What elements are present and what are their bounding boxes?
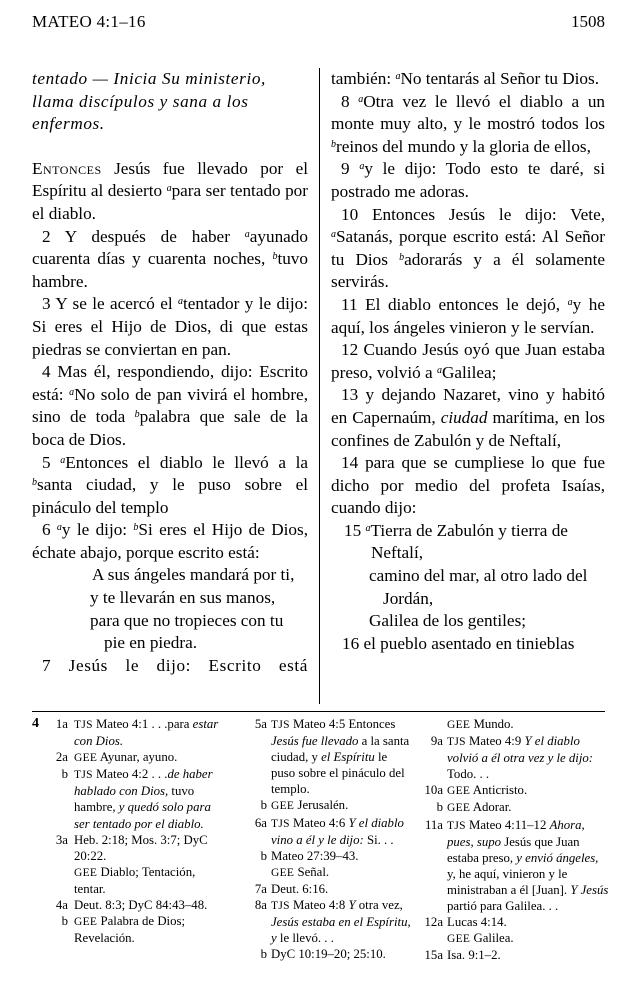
footnote-text: Señal.: [294, 864, 330, 879]
footnote-text: Si. . .: [363, 832, 394, 847]
chapter-summary: tentado — Inicia Su ministerio, llama discípulos y sana a los enfermos.: [32, 69, 266, 134]
verse-7-continued: también: $^a$No tentarás al Señor tu Dios.: [331, 69, 600, 88]
right-text-column: [331, 68, 605, 655]
footnote-text: Y: [348, 898, 356, 913]
footnote-marker[interactable]: b: [134, 409, 140, 421]
footnote-text: GEE: [74, 866, 98, 879]
footnote-text: Mateo 4:2 . . .: [92, 767, 168, 782]
footnote-marker[interactable]: b: [399, 251, 405, 263]
footnote-text: GEE: [447, 785, 471, 798]
footnote-label: 1a: [55, 717, 68, 731]
footnote-text: TJS: [271, 719, 290, 731]
verse-10: 10 Entonces Jesús le dijo: Vete, $^a$Satanás, porque escrito está: Al Señor tu Dios $^b$adorarás y a él solamente servirás.: [331, 204, 605, 292]
footnote-label: 12a: [424, 915, 443, 930]
footnote-entry[interactable]: [34, 864, 222, 897]
footnote-text: tuvo hambre,: [74, 784, 195, 815]
footnote-text: Jerusalén.: [294, 798, 349, 813]
footnote-text: DyC 10:19–20; 25:10.: [271, 947, 386, 962]
verse-3: 3 Y se le acercó el $^a$tentador y le dijo: Si eres el Hijo de Dios, di que estas piedras se conviertan en pan.: [32, 294, 309, 359]
footnote-text: Adorar.: [470, 800, 512, 815]
verse-4: 4 Mas él, respondiendo, dijo: Escrito está: $^a$No solo de pan vivirá el hombre, sino de toda $^b$palabra que sale de la boca de Dios.: [32, 362, 308, 449]
verse-11: 11 El diablo entonces le dejó, $^a$y he aquí, los ángeles vinieron y le servían.: [331, 294, 605, 337]
footnote-label: 4a: [55, 898, 68, 913]
footnote-label: 6a: [254, 815, 267, 830]
footnote-text: TJS: [447, 736, 466, 749]
footnote-entry[interactable]: [34, 716, 222, 749]
footnote-label: 11a: [424, 817, 443, 832]
poetry-line: A sus ángeles mandará por ti,: [92, 565, 295, 585]
footnote-text: TJS: [74, 719, 93, 731]
footnote-label: 3a: [55, 832, 68, 847]
footnote-text: GEE: [271, 866, 295, 879]
footnote-marker[interactable]: a: [60, 454, 66, 466]
footnote-marker[interactable]: a: [365, 522, 371, 534]
footnote-text: Mateo 4:9: [465, 734, 525, 749]
poetry-line: Galilea de los gentiles;: [369, 611, 527, 631]
footnote-marker[interactable]: a: [56, 522, 62, 534]
verse-8: 8 $^a$Otra vez le llevó el diablo a un monte muy alto, y le mostró todos los $^b$reinos del mundo y la gloria de ellos,: [331, 91, 606, 156]
column-divider: [319, 68, 320, 704]
footnote-entry[interactable]: [419, 782, 609, 799]
footnote-text: Jesús estaba en el Espíritu, y: [271, 915, 411, 946]
footnote-marker[interactable]: a: [436, 364, 442, 376]
footnote-text: TJS: [447, 819, 466, 832]
poetry-line: 16 el pueblo asentado en tinieblas: [342, 633, 575, 653]
footnote-label: 7a: [254, 881, 267, 896]
footnote-marker[interactable]: a: [358, 93, 364, 105]
footnote-text: Anticristo.: [470, 783, 528, 798]
page-number: 1508: [571, 12, 605, 31]
footnote-entry[interactable]: [243, 881, 413, 897]
footnote-marker[interactable]: b: [331, 138, 336, 150]
footnote-marker[interactable]: a: [178, 296, 184, 308]
footnote-text: Jesús fue llevado: [271, 734, 359, 749]
footnote-text: a la santa ciudad, y: [271, 734, 410, 765]
footnote-text: estar con Dios.: [74, 717, 219, 749]
poetry-line: camino del mar, al otro lado del Jordán,: [369, 566, 588, 608]
footnote-entry[interactable]: [243, 946, 413, 962]
footnote-text: Mateo 4:11–12: [465, 817, 550, 832]
footnote-text: Y Jesús: [570, 882, 609, 897]
footnote-label: 5a: [254, 717, 267, 731]
footnote-text: TJS: [271, 900, 290, 913]
footnote-text: Y el diablo volvió a él otra vez y le dijo:: [447, 734, 594, 766]
footnote-text: Mateo 4:8: [289, 898, 349, 913]
footnote-label: 2a: [55, 750, 68, 765]
footnote-label: b: [260, 947, 267, 962]
poetry-quote: [32, 564, 308, 654]
verse-9: 9 $^a$y le dijo: Todo esto te daré, si postrado me adoras.: [331, 159, 605, 201]
footnote-marker[interactable]: a: [395, 71, 401, 82]
footnote-text: TJS: [271, 817, 290, 830]
footnote-text: le puso sobre el pináculo del templo.: [271, 750, 405, 797]
footnote-entry[interactable]: [419, 817, 609, 915]
footnote-text: GEE: [447, 802, 471, 815]
poetry-quote: [331, 520, 605, 656]
footnote-text: Ahora, pues, supo: [447, 817, 585, 849]
footnote-marker[interactable]: b: [32, 477, 37, 489]
footnote-text: Y el diablo vino a él y le dijo:: [271, 815, 404, 847]
footnote-text: Mateo 4:1 . . .para: [92, 717, 193, 731]
verse-13: 13 y dejando Nazaret, vino y habitó en Capernaúm, ciudad marítima, en los confines de Zabulón y de Neftalí,: [331, 385, 605, 450]
footnote-marker[interactable]: a: [244, 228, 250, 240]
footnote-text: GEE: [447, 719, 471, 731]
footnote-chapter-number: 4: [32, 716, 39, 731]
footnote-column-1: [32, 716, 222, 946]
footnote-label: 10a: [424, 783, 443, 798]
footnote-entry[interactable]: [419, 716, 609, 733]
footnote-text: Deut. 6:16.: [271, 881, 329, 896]
footnote-entry[interactable]: [243, 797, 413, 814]
footnote-entry[interactable]: [34, 832, 222, 864]
footnote-marker[interactable]: a: [567, 296, 573, 308]
footnote-marker[interactable]: a: [359, 161, 365, 173]
poetry-line: 15 $^a$Tierra de Zabulón y tierra de Neftalí,: [344, 520, 568, 563]
footnote-text: Galilea.: [470, 931, 514, 946]
verse-1: Entonces Jesús fue llevado por el Espíritu al desierto $^a$para ser tentado por el diablo.: [32, 158, 308, 223]
footnote-text: GEE: [271, 800, 295, 813]
footnote-separator: [32, 711, 605, 712]
footnote-label: b: [260, 848, 267, 863]
footnote-text: Heb. 2:18; Mos. 3:7; DyC 20:22.: [74, 832, 208, 863]
verse-lead-word: Entonces: [32, 158, 102, 178]
footnote-entry[interactable]: [243, 716, 413, 797]
footnote-text: Mateo 27:39–43.: [271, 848, 359, 863]
footnote-text: Mundo.: [470, 717, 514, 731]
footnote-text: GEE: [74, 752, 98, 765]
footnote-entry[interactable]: [419, 914, 609, 930]
footnote-text: Lucas 4:14.: [447, 915, 507, 930]
footnote-marker[interactable]: a: [331, 229, 336, 241]
footnote-label: b: [61, 914, 68, 929]
footnote-label: 9a: [430, 734, 443, 749]
footnote-entry[interactable]: [243, 897, 413, 946]
footnote-entry[interactable]: [419, 799, 609, 816]
footnote-text: el Espíritu: [321, 750, 375, 765]
poetry-line: y te llevarán en sus manos,: [90, 588, 276, 608]
footnote-text: Jesús que Juan estaba preso,: [447, 834, 580, 865]
footnote-entry[interactable]: [34, 749, 222, 766]
left-text-column: [32, 68, 308, 677]
footnote-entry[interactable]: [243, 864, 413, 881]
footnote-text: y quedó solo para ser tentado por el diablo.: [74, 800, 211, 831]
footnote-text: GEE: [447, 933, 471, 946]
footnote-label: 8a: [254, 898, 267, 913]
footnote-text: Deut. 8:3; DyC 84:43–48.: [74, 898, 208, 913]
footnote-text: Isa. 9:1–2.: [447, 948, 501, 963]
footnote-entry[interactable]: [419, 930, 609, 947]
footnote-marker[interactable]: b: [272, 251, 278, 263]
footnote-text: le llevó. . .: [276, 931, 334, 946]
footnote-text: otra vez,: [355, 898, 403, 913]
verse-6: 6 $^a$y le dijo: $^b$Si eres el Hijo de Dios, échate abajo, porque escrito está:: [32, 520, 308, 562]
footnote-label: b: [436, 800, 443, 815]
chapter-reference: MATEO 4:1–16: [32, 12, 146, 31]
verse-12: 12 Cuando Jesús oyó que Juan estaba preso, volvió a $^a$Galilea;: [331, 340, 605, 382]
footnote-text: y envió ángeles,: [516, 850, 599, 865]
footnote-text: Palabra de Dios; Revelación.: [74, 914, 186, 946]
poetry-line: para que no tropieces con tu pie en piedra.: [90, 610, 284, 653]
footnote-label: b: [260, 798, 267, 813]
footnote-label: b: [61, 767, 68, 782]
footnote-text: y, he aquí, vinieron y le ministraban a él [Juan].: [447, 866, 571, 897]
footnote-entry[interactable]: [419, 733, 609, 782]
page-header: [32, 12, 605, 32]
footnote-column-3: [419, 716, 609, 963]
footnote-entry[interactable]: [243, 848, 413, 864]
footnote-entry[interactable]: [34, 897, 222, 913]
footnote-text: Mateo 4:5 Entonces: [289, 717, 396, 731]
verse-2: 2 Y después de haber $^a$ayunado cuarenta días y cuarenta noches, $^b$tuvo hambre.: [32, 226, 308, 291]
footnote-entry[interactable]: [34, 766, 222, 831]
footnote-marker[interactable]: a: [69, 386, 75, 398]
verse-7: 7 Jesús le dijo: Escrito está: [42, 655, 308, 675]
footnote-text: Todo. . .: [447, 767, 490, 782]
footnote-text: TJS: [74, 769, 93, 782]
footnote-entry[interactable]: [243, 815, 413, 848]
footnote-marker[interactable]: b: [133, 522, 139, 534]
footnote-entry[interactable]: [34, 913, 222, 946]
footnote-text: Ayunar, ayuno.: [97, 750, 178, 765]
footnote-text: Mateo 4:6: [289, 815, 349, 830]
footnote-column-2: [243, 716, 413, 962]
footnote-text: Diablo; Tentación, tentar.: [74, 864, 196, 896]
footnote-marker[interactable]: a: [166, 183, 172, 195]
footnote-text: partió para Galilea. . .: [447, 899, 559, 914]
verse-5: 5 $^a$Entonces el diablo le llevó a la $^b$santa ciudad, y le puso sobre el pináculo del templo: [32, 452, 309, 517]
footnote-entry[interactable]: [419, 947, 609, 963]
verse-14: 14 para que se cumpliese lo que fue dicho por medio del profeta Isaías, cuando dijo:: [331, 453, 605, 518]
footnote-text: GEE: [74, 916, 98, 929]
footnote-label: 15a: [424, 948, 443, 963]
footnote-text: de haber hablado con Dios,: [74, 767, 213, 799]
